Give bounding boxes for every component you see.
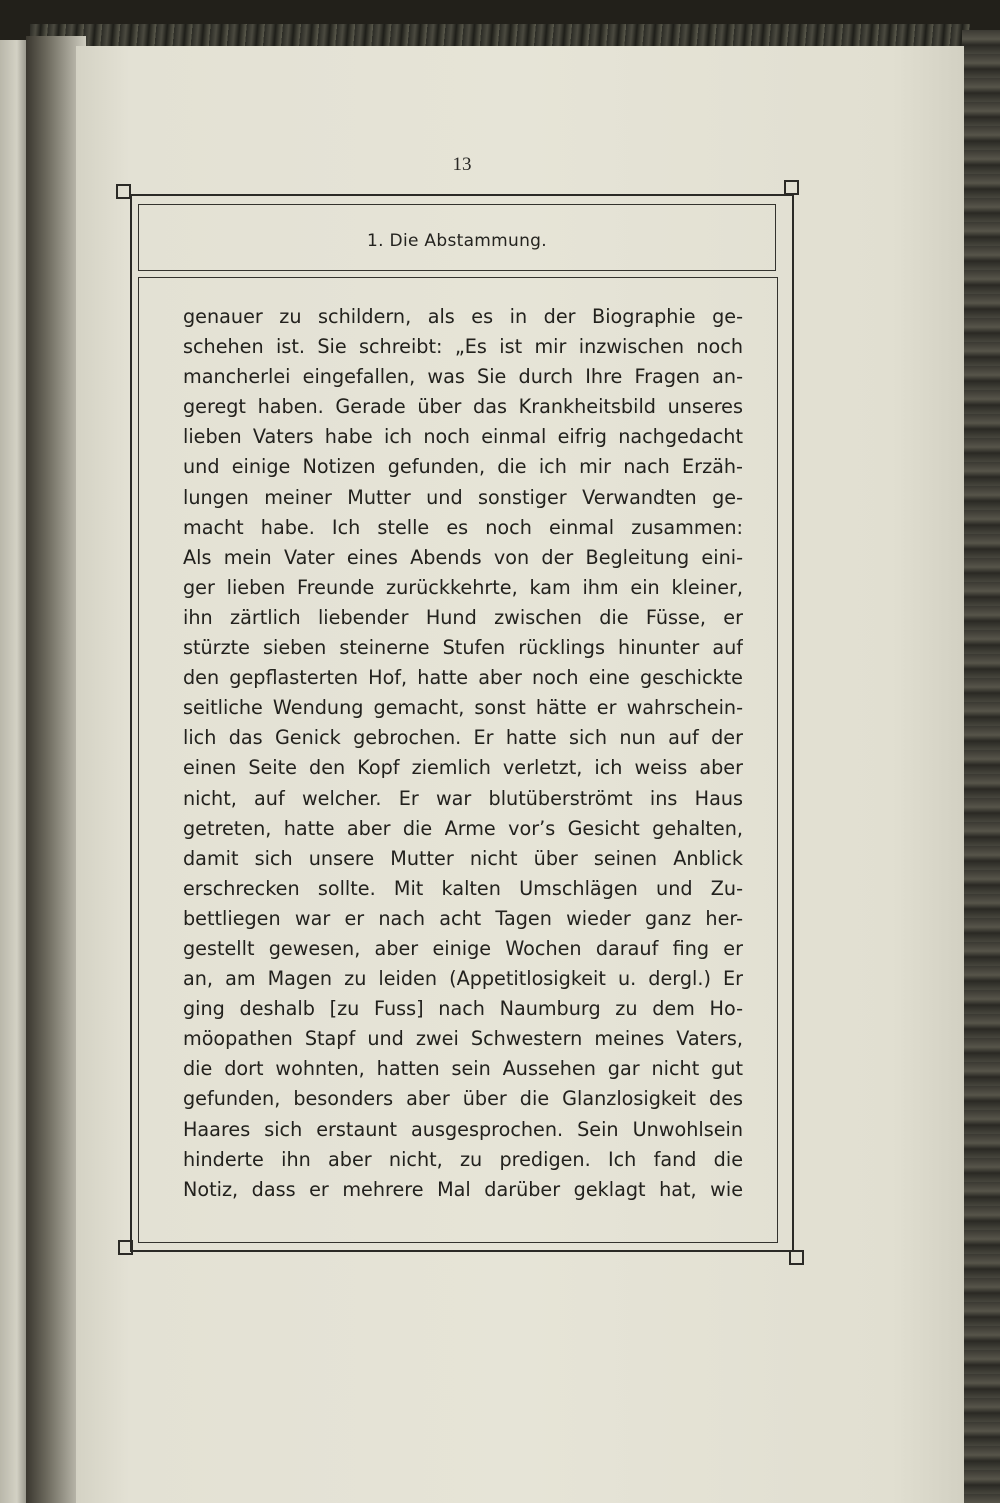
text-line: lich das Genick gebrochen. Er hatte sich nun auf der bbox=[183, 726, 743, 750]
text-line: geregt haben. Gerade über das Krankheitsbild unseres bbox=[183, 395, 743, 419]
text-line: an, am Magen zu leiden (Appetitlosigkeit u. dergl.) Er bbox=[183, 967, 743, 991]
text-line: möopathen Stapf und zwei Schwestern meines Vaters, bbox=[183, 1027, 743, 1051]
text-line: ger lieben Freunde zurückkehrte, kam ihm ein kleiner, bbox=[183, 575, 743, 599]
corner-ornament-top-right bbox=[784, 180, 799, 195]
text-line: und einige Notizen gefunden, die ich mir nach Erzäh- bbox=[183, 455, 743, 479]
text-line: den gepflasterten Hof, hatte aber noch eine geschickte bbox=[183, 666, 743, 690]
book-top-edge bbox=[30, 24, 970, 48]
frame-right-line bbox=[792, 194, 794, 1252]
chapter-heading: 1. Die Abstammung. bbox=[367, 231, 547, 251]
left-page-edge bbox=[0, 40, 28, 1503]
frame-bottom-line bbox=[130, 1250, 794, 1252]
chapter-heading-box bbox=[138, 204, 776, 271]
frame-left-line bbox=[130, 194, 132, 1252]
text-line: die dort wohnten, hatten sein Aussehen gar nicht gut bbox=[183, 1057, 743, 1081]
text-line: seitliche Wendung gemacht, sonst hätte er wahrschein- bbox=[183, 696, 743, 720]
corner-ornament-bottom-left bbox=[118, 1240, 133, 1255]
corner-ornament-bottom-right bbox=[789, 1250, 804, 1265]
text-line: ging deshalb [zu Fuss] nach Naumburg zu dem Ho- bbox=[183, 997, 743, 1021]
text-line: damit sich unsere Mutter nicht über seinen Anblick bbox=[183, 846, 743, 870]
text-line: Haares sich erstaunt ausgesprochen. Sein Unwohlsein bbox=[183, 1117, 743, 1141]
text-line: Als mein Vater eines Abends von der Begleitung eini- bbox=[183, 545, 743, 569]
text-line: macht habe. Ich stelle es noch einmal zusammen: bbox=[183, 515, 743, 539]
corner-ornament-top-left bbox=[116, 184, 131, 199]
text-line: lungen meiner Mutter und sonstiger Verwandten ge- bbox=[183, 485, 743, 509]
text-line: gestellt gewesen, aber einige Wochen darauf fing er bbox=[183, 936, 743, 960]
text-line: mancherlei eingefallen, was Sie durch Ihre Fragen an- bbox=[183, 365, 743, 389]
text-line: stürzte sieben steinerne Stufen rücklings hinunter auf bbox=[183, 636, 743, 660]
text-line: bettliegen war er nach acht Tagen wieder ganz her- bbox=[183, 906, 743, 930]
text-line: gefunden, besonders aber über die Glanzlosigkeit des bbox=[183, 1087, 743, 1111]
text-line: genauer zu schildern, als es in der Biographie ge- bbox=[183, 305, 743, 328]
text-line: getreten, hatte aber die Arme vor’s Gesicht gehalten, bbox=[183, 816, 743, 840]
text-line: hinderte ihn aber nicht, zu predigen. Ich fand die bbox=[183, 1147, 743, 1171]
text-line: nicht, auf welcher. Er war blutüberströmt ins Haus bbox=[183, 786, 743, 810]
frame-top-line bbox=[130, 194, 794, 196]
text-line: ihn zärtlich liebender Hund zwischen die Füsse, er bbox=[183, 605, 743, 629]
text-line: Notiz, dass er mehrere Mal darüber geklagt hat, wie bbox=[183, 1177, 743, 1201]
text-line: lieben Vaters habe ich noch einmal eifrig nachgedacht bbox=[183, 425, 743, 449]
text-line: schehen ist. Sie schreibt: „Es ist mir inzwischen noch bbox=[183, 335, 743, 359]
book-cover-edge bbox=[962, 30, 1000, 1503]
text-line: erschrecken sollte. Mit kalten Umschlägen und Zu- bbox=[183, 876, 743, 900]
body-text bbox=[183, 302, 743, 1205]
page-number: 13 bbox=[452, 154, 472, 175]
text-line: einen Seite den Kopf ziemlich verletzt, ich weiss aber bbox=[183, 756, 743, 780]
